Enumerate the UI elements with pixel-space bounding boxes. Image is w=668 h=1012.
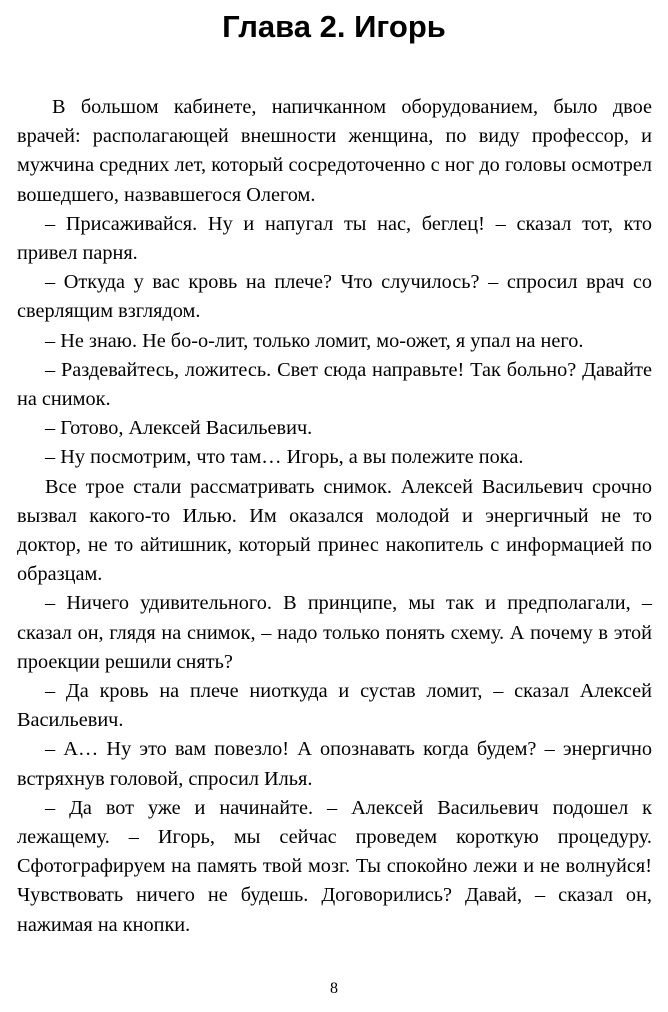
paragraph: – Раздевайтесь, ложитесь. Свет сюда направьте! Так больно? Давайте на снимок.: [17, 358, 652, 411]
paragraph: Все трое стали рассматривать снимок. Алексей Васильевич срочно вызвал какого-то Илью. Им оказался молодой и энергичный не то доктор, не то айтишник, который принес накопитель с информацией по образцам.: [17, 475, 652, 586]
paragraph: – Ничего удивительного. В принципе, мы так и предполагали, – сказал он, глядя на снимок, – надо только понять схему. А почему в этой проекции решили снять?: [17, 592, 652, 673]
chapter-title: Глава 2. Игорь: [222, 9, 446, 44]
page-number: 8: [330, 980, 338, 997]
paragraph: – Ну посмотрим, что там… Игорь, а вы полежите пока.: [45, 446, 524, 469]
paragraph: В большом кабинете, напичканном оборудованием, было двое врачей: располагающей внешности женщина, по виду профессор, и мужчина средних лет, который сосредоточенно с ног до головы осмотрел вошедшего, назвавшегося Олегом.: [17, 96, 652, 206]
paragraph: – Не знаю. Не бо-о-лит, только ломит, мо-ожет, я упал на него.: [45, 329, 584, 352]
paragraph: – Присаживайся. Ну и напугал ты нас, беглец! – сказал тот, кто привел парня.: [17, 212, 652, 265]
paragraph: – Откуда у вас кровь на плече? Что случилось? – спросил врач со сверлящим взглядом.: [17, 271, 652, 323]
chapter-body: [17, 93, 652, 940]
paragraph: – Да вот уже и начинайте. – Алексей Васильевич подошел к лежащему. – Игорь, мы сейчас проведем короткую процедуру. Сфотографируем на память твой мозг. Ты спокойно лежи и не волнуйся! Чувствовать ничего не будешь. Договорились? Давай, – сказал он, нажимая на кнопки.: [17, 796, 652, 936]
paragraph: – Готово, Алексей Васильевич.: [45, 417, 313, 440]
paragraph: – А… Ну это вам повезло! А опознавать когда будем? – энергично встряхнув головой, спросил Илья.: [17, 738, 652, 790]
paragraph: – Да кровь на плече ниоткуда и сустав ломит, – сказал Алексей Васильевич.: [17, 680, 652, 732]
